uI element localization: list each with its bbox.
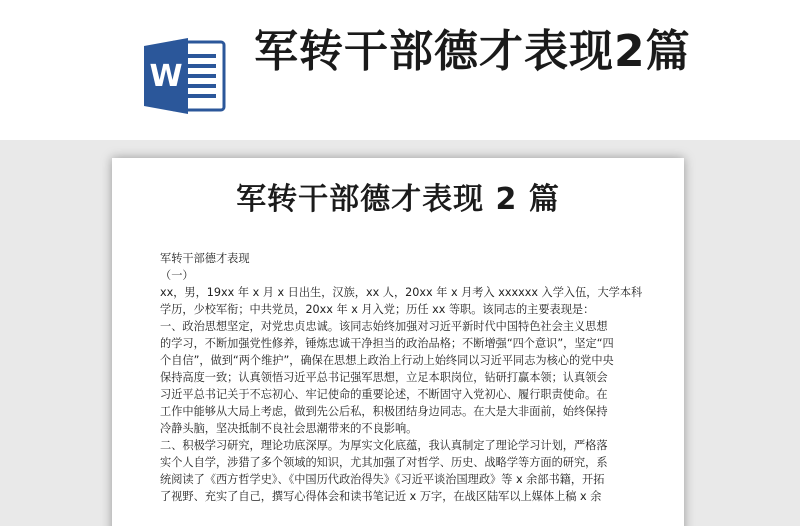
- document-line: 保持高度一致；认真领悟习近平总书记强军思想，立足本职岗位，钻研打赢本领；认真领会: [160, 371, 608, 384]
- document-body: [160, 250, 650, 505]
- document-line: 个自信”，做到“两个维护”，确保在思想上政治上行动上始终同以习近平同志为核心的党中央: [160, 354, 614, 367]
- document-title: 军转干部德才表现 2 篇: [236, 182, 560, 217]
- word-icon: [142, 36, 228, 116]
- document-line: xx，男，19xx 年 x 月 x 日出生，汉族，xx 人，20xx 年 x 月考入 xxxxxx 入学入伍，大学本科: [160, 286, 643, 299]
- document-line: 了视野、充实了自己，撰写心得体会和读书笔记近 x 万字，在战区陆军以上媒体上稿 x 余: [160, 490, 602, 503]
- svg-text:W: W: [149, 59, 183, 94]
- document-line: 冷静头脑，坚决抵制不良社会思潮带来的不良影响。: [160, 422, 418, 435]
- document-line: 一、政治思想坚定，对党忠贞忠诚。该同志始终加强对习近平新时代中国特色社会主义思想: [160, 320, 608, 333]
- document-line: （一）: [160, 269, 194, 282]
- document-line: 二、积极学习研究，理论功底深厚。为厚实文化底蕴，我认真制定了理论学习计划，严格落: [160, 439, 608, 452]
- document-preview: [112, 158, 684, 526]
- document-line: 的学习，不断加强党性修养，锤炼忠诚干净担当的政治品格；不断增强“四个意识”，坚定“四: [160, 337, 614, 350]
- document-line: 学历，少校军衔；中共党员，20xx 年 x 月入党；历任 xx 等职。该同志的主要表现是：: [160, 303, 595, 316]
- page-title: 军转干部德才表现2篇: [254, 26, 691, 77]
- document-line: 军转干部德才表现: [160, 252, 250, 265]
- header-banner: [0, 0, 800, 140]
- document-line: 统阅读了《西方哲学史》、《中国历代政治得失》《习近平谈治国理政》等 x 余部书籍，开拓: [160, 473, 605, 486]
- document-line: 实个人自学，涉猎了多个领域的知识，尤其加强了对哲学、历史、战略学等方面的研究，系: [160, 456, 608, 469]
- document-line: 工作中能够从大局上考虑，做到先公后私，积极团结身边同志。在大是大非面前，始终保持: [160, 405, 608, 418]
- document-line: 习近平总书记关于不忘初心、牢记使命的重要论述，不断固守入党初心、履行职责使命。在: [160, 388, 608, 401]
